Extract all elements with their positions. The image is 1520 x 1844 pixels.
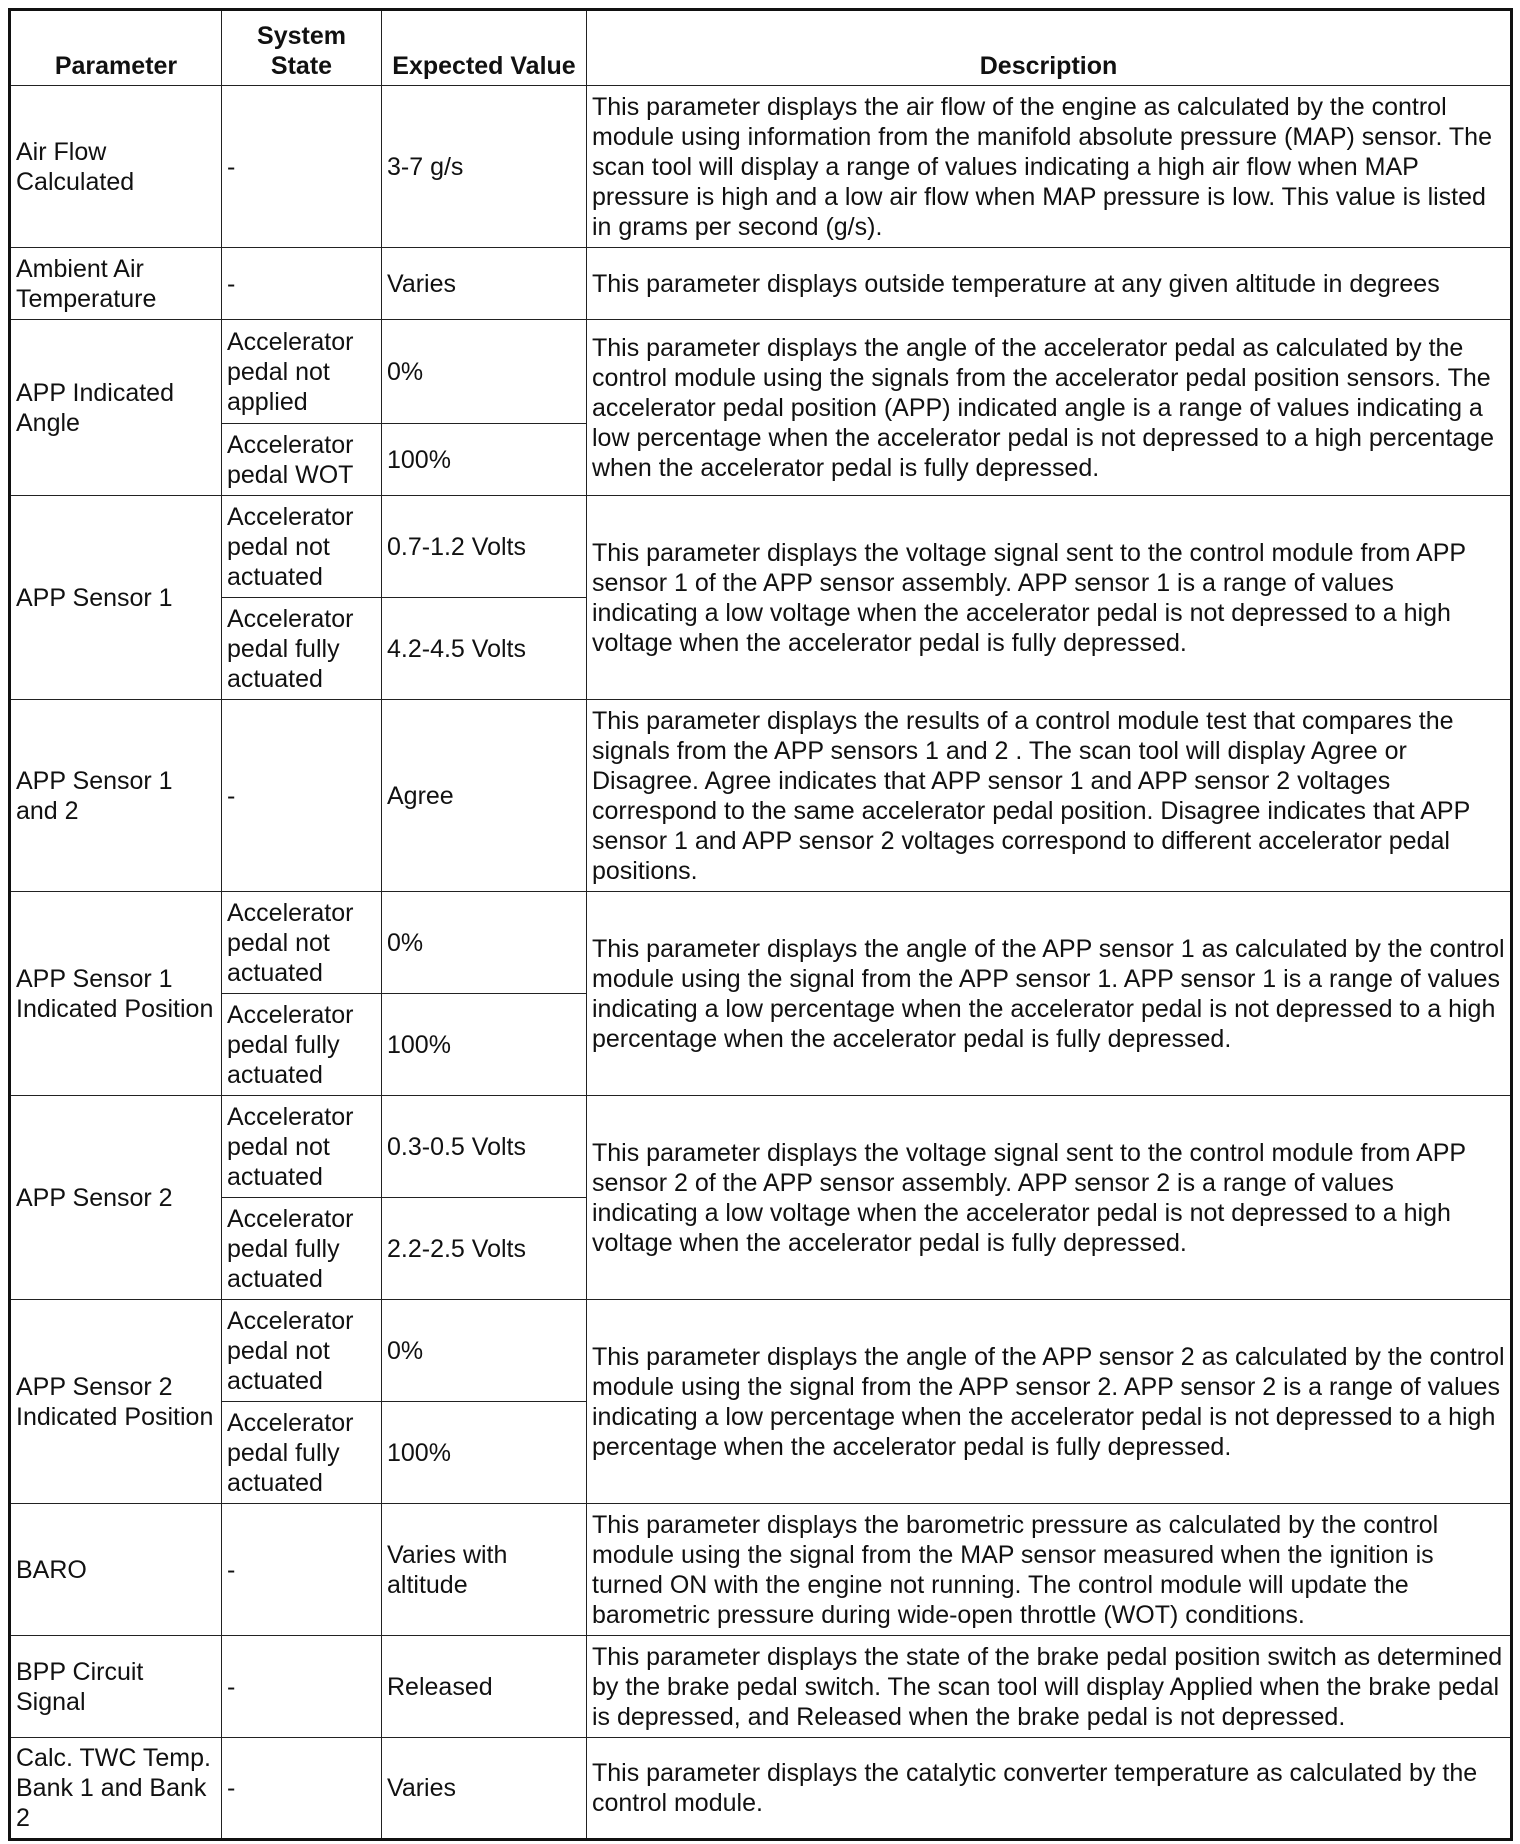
parameter-cell: BARO (10, 1504, 222, 1636)
table-row (10, 892, 1512, 994)
description-cell: This parameter displays the voltage signal sent to the control module from APP sensor 2 of the APP sensor assembly. APP sensor 2 is a range of values indicating a low voltage when the accelerator pedal is not depressed to a high voltage when the accelerator pedal is fully depressed. (587, 1096, 1512, 1300)
parameter-cell: Ambient Air Temperature (10, 248, 222, 320)
description-cell: This parameter displays the angle of the accelerator pedal as calculated by the control module using the signals from the accelerator pedal position sensors. The accelerator pedal position (APP) indicated angle is a range of values indicating a low percentage when the accelerator pedal is not depressed to a high percentage when the accelerator pedal is fully depressed. (587, 320, 1512, 496)
table-row (10, 248, 1512, 320)
table-row (10, 320, 1512, 424)
system-state-cell: Accelerator pedal fully actuated (222, 1198, 382, 1300)
description-cell: This parameter displays the catalytic converter temperature as calculated by the control module. (587, 1738, 1512, 1840)
system-state-cell: Accelerator pedal fully actuated (222, 994, 382, 1096)
expected-value-cell: Varies with altitude (382, 1504, 587, 1636)
parameter-cell: APP Sensor 1 and 2 (10, 700, 222, 892)
table-row (10, 1300, 1512, 1402)
parameter-cell: APP Sensor 2 (10, 1096, 222, 1300)
description-cell: This parameter displays the barometric pressure as calculated by the control module using the signal from the MAP sensor measured when the ignition is turned ON with the engine not running. The control module will update the barometric pressure during wide-open throttle (WOT) conditions. (587, 1504, 1512, 1636)
expected-value-cell: Released (382, 1636, 587, 1738)
expected-value-cell: 100% (382, 994, 587, 1096)
system-state-cell: Accelerator pedal fully actuated (222, 598, 382, 700)
expected-value-cell: Agree (382, 700, 587, 892)
system-state-cell: Accelerator pedal not applied (222, 320, 382, 424)
expected-value-cell: 100% (382, 1402, 587, 1504)
system-state-cell: Accelerator pedal not actuated (222, 496, 382, 598)
system-state-cell: Accelerator pedal fully actuated (222, 1402, 382, 1504)
parameter-cell: Calc. TWC Temp. Bank 1 and Bank 2 (10, 1738, 222, 1840)
parameter-cell: BPP Circuit Signal (10, 1636, 222, 1738)
system-state-cell: Accelerator pedal WOT (222, 424, 382, 496)
parameter-cell: APP Sensor 1 Indicated Position (10, 892, 222, 1096)
expected-value-cell: 0.7-1.2 Volts (382, 496, 587, 598)
description-cell: This parameter displays the air flow of the engine as calculated by the control module using information from the manifold absolute pressure (MAP) sensor. The scan tool will display a range of values indicating a high air flow when MAP pressure is high and a low air flow when MAP pressure is low. This value is listed in grams per second (g/s). (587, 86, 1512, 248)
expected-value-cell: 2.2-2.5 Volts (382, 1198, 587, 1300)
expected-value-cell: 100% (382, 424, 587, 496)
table-row (10, 496, 1512, 598)
table-row (10, 1738, 1512, 1840)
header-expected-value: Expected Value (382, 10, 587, 86)
table-row (10, 1096, 1512, 1198)
table-header-row (10, 10, 1512, 86)
table-body (10, 86, 1512, 1840)
description-cell: This parameter displays the state of the brake pedal position switch as determined by the brake pedal switch. The scan tool will display Applied when the brake pedal is depressed, and Released when the brake pedal is not depressed. (587, 1636, 1512, 1738)
parameter-table (8, 8, 1513, 1841)
system-state-cell: - (222, 700, 382, 892)
table-row (10, 1636, 1512, 1738)
expected-value-cell: 0% (382, 892, 587, 994)
system-state-cell: - (222, 86, 382, 248)
system-state-cell: - (222, 1504, 382, 1636)
table-row (10, 700, 1512, 892)
system-state-cell: - (222, 1738, 382, 1840)
parameter-cell: APP Sensor 1 (10, 496, 222, 700)
expected-value-cell: 0% (382, 320, 587, 424)
system-state-cell: Accelerator pedal not actuated (222, 1096, 382, 1198)
system-state-cell: Accelerator pedal not actuated (222, 892, 382, 994)
description-cell: This parameter displays the voltage signal sent to the control module from APP sensor 1 of the APP sensor assembly. APP sensor 1 is a range of values indicating a low voltage when the accelerator pedal is not depressed to a high voltage when the accelerator pedal is fully depressed. (587, 496, 1512, 700)
expected-value-cell: 0% (382, 1300, 587, 1402)
expected-value-cell: 4.2-4.5 Volts (382, 598, 587, 700)
expected-value-cell: 0.3-0.5 Volts (382, 1096, 587, 1198)
parameter-table-container (8, 8, 1513, 1841)
parameter-cell: APP Sensor 2 Indicated Position (10, 1300, 222, 1504)
description-cell: This parameter displays the angle of the APP sensor 1 as calculated by the control module using the signal from the APP sensor 1. APP sensor 1 is a range of values indicating a low percentage when the accelerator pedal is not depressed to a high percentage when the accelerator pedal is fully depressed. (587, 892, 1512, 1096)
expected-value-cell: 3-7 g/s (382, 86, 587, 248)
expected-value-cell: Varies (382, 1738, 587, 1840)
system-state-cell: - (222, 1636, 382, 1738)
parameter-cell: Air Flow Calculated (10, 86, 222, 248)
description-cell: This parameter displays the results of a control module test that compares the signals from the APP sensors 1 and 2 . The scan tool will display Agree or Disagree. Agree indicates that APP sensor 1 and APP sensor 2 voltages correspond to the same accelerator pedal position. Disagree indicates that APP sensor 1 and APP sensor 2 voltages correspond to different accelerator pedal positions. (587, 700, 1512, 892)
system-state-cell: - (222, 248, 382, 320)
table-row (10, 86, 1512, 248)
table-row (10, 1504, 1512, 1636)
description-cell: This parameter displays outside temperature at any given altitude in degrees (587, 248, 1512, 320)
expected-value-cell: Varies (382, 248, 587, 320)
header-parameter: Parameter (10, 10, 222, 86)
system-state-cell: Accelerator pedal not actuated (222, 1300, 382, 1402)
description-cell: This parameter displays the angle of the APP sensor 2 as calculated by the control module using the signal from the APP sensor 2. APP sensor 2 is a range of values indicating a low percentage when the accelerator pedal is not depressed to a high percentage when the accelerator pedal is fully depressed. (587, 1300, 1512, 1504)
header-system-state: System State (222, 10, 382, 86)
header-description: Description (587, 10, 1512, 86)
parameter-cell: APP Indicated Angle (10, 320, 222, 496)
